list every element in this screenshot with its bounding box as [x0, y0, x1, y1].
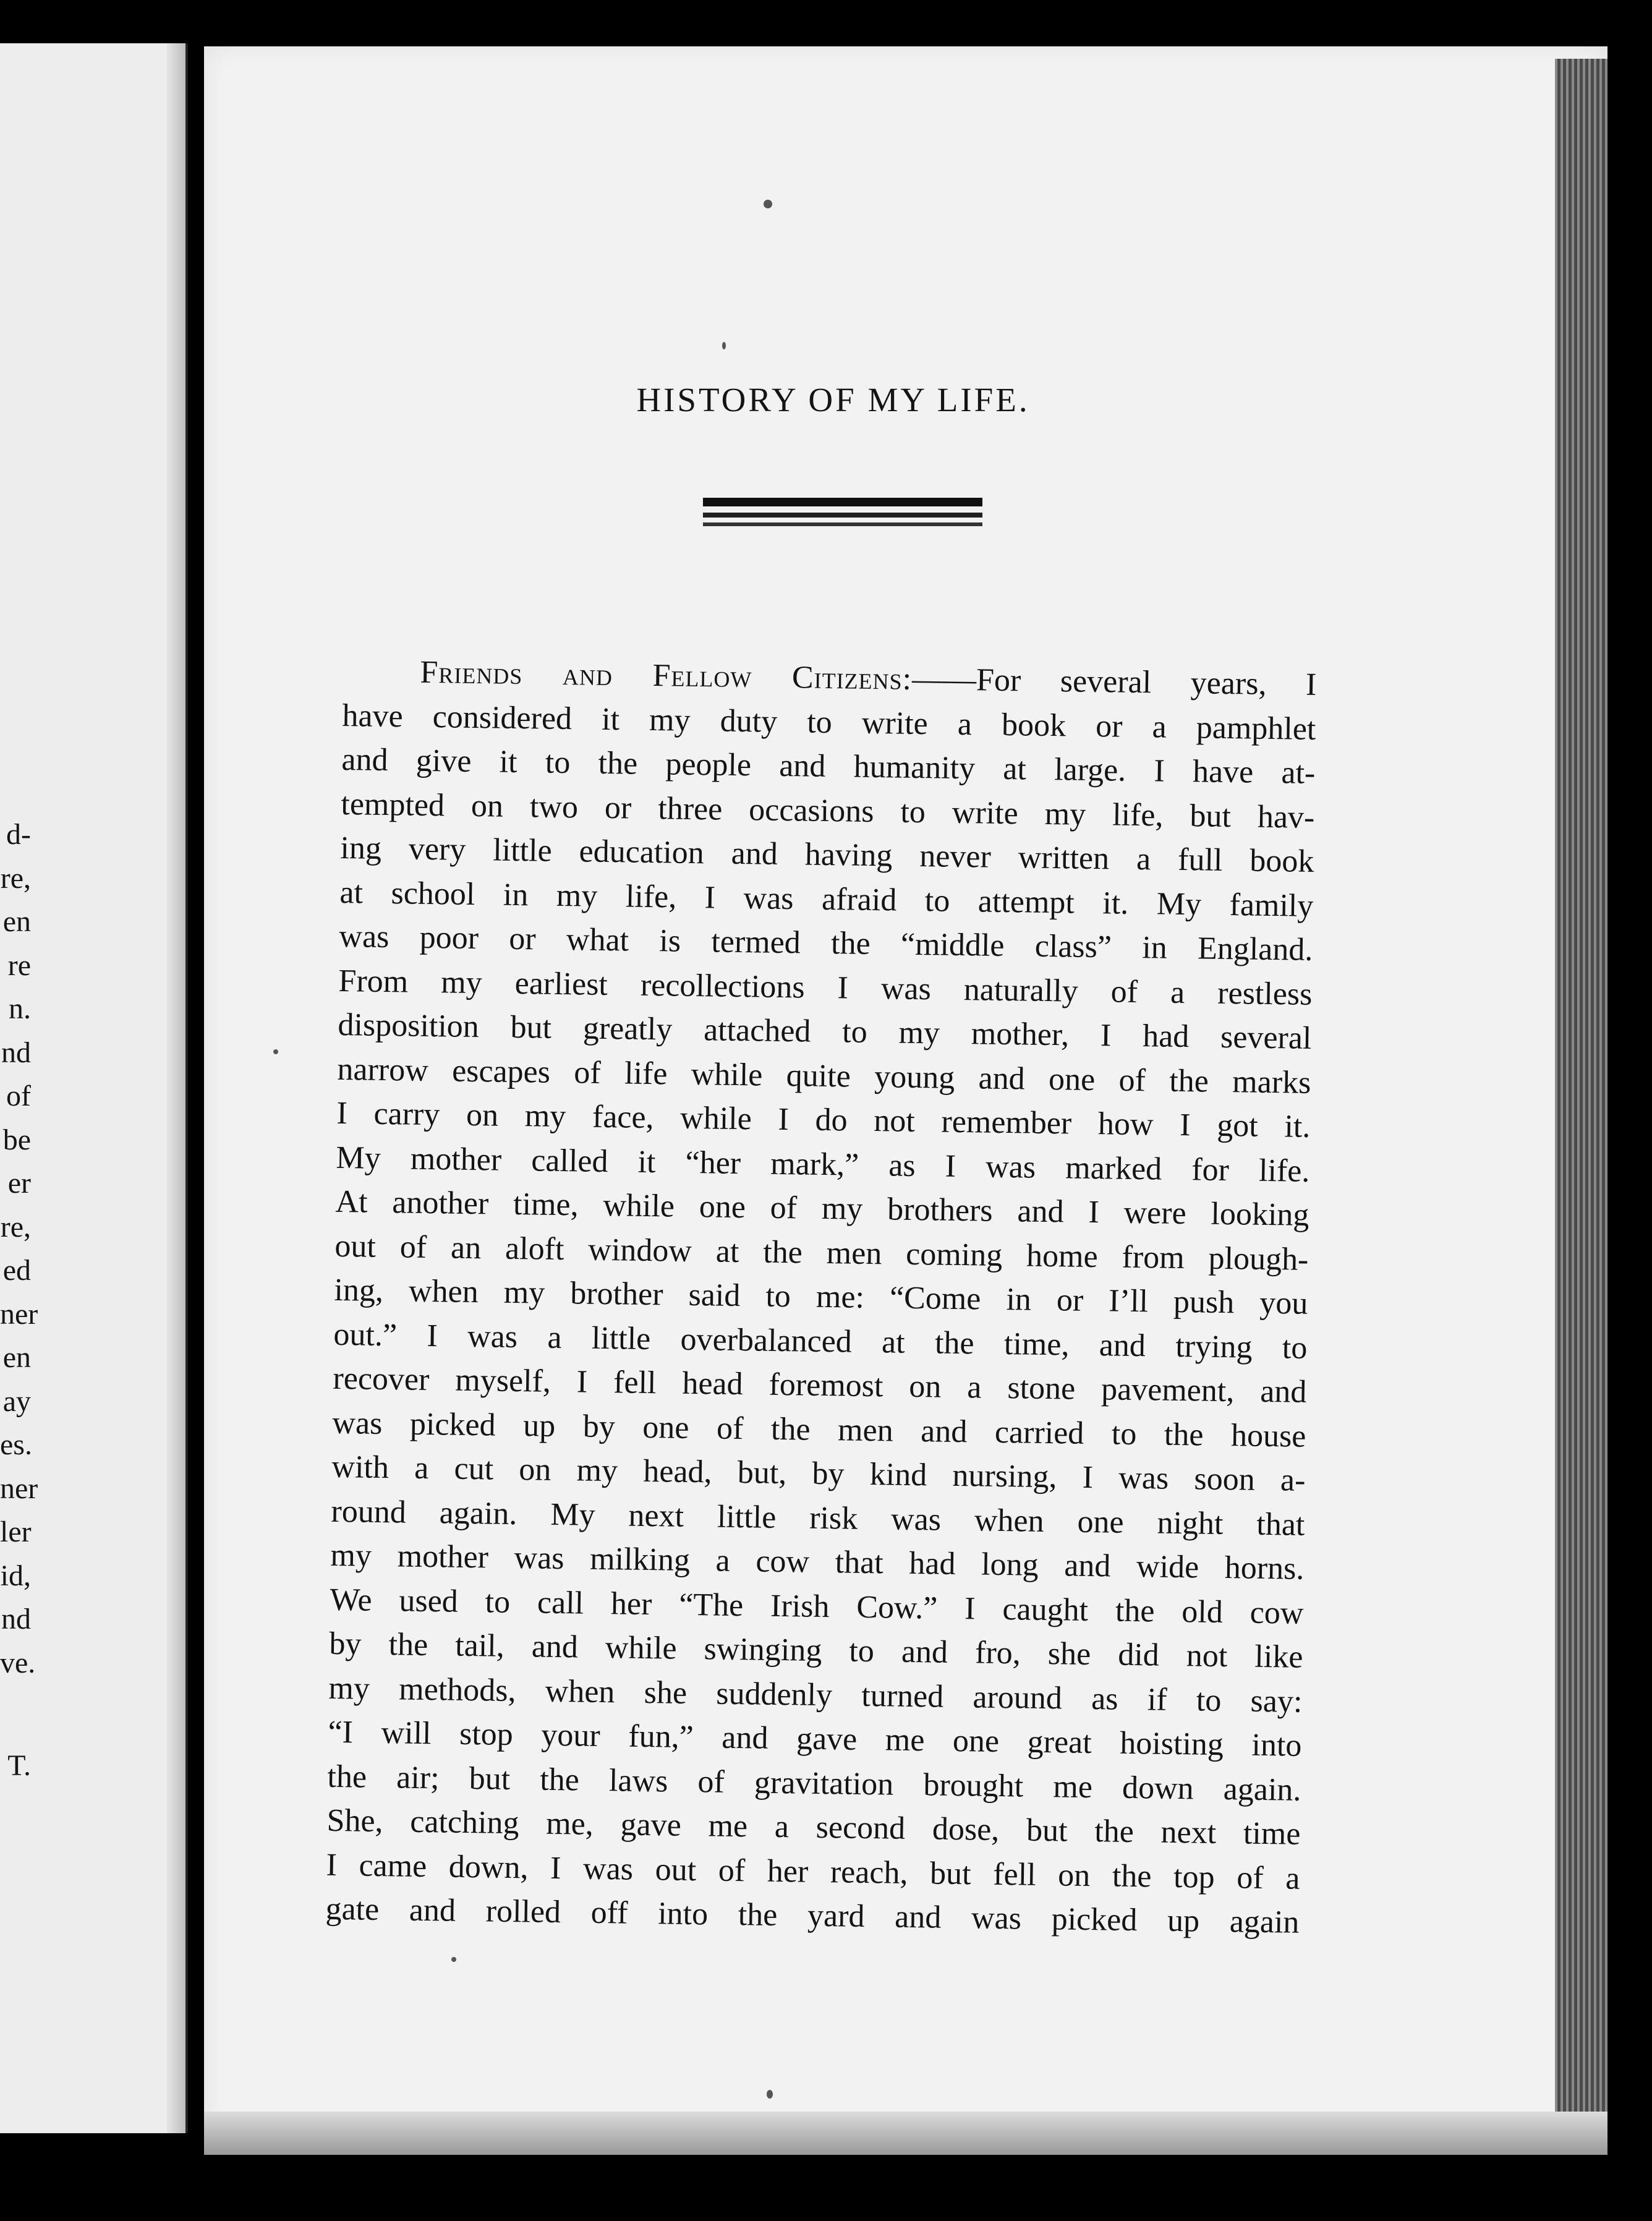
- left-fragment: d-: [6, 818, 31, 851]
- text-line: disposition but greatly attached to my mother, I had several: [338, 1007, 1312, 1056]
- text-line: have considered it my duty to write a book or a pamphlet: [342, 697, 1316, 747]
- left-fragment: nd: [1, 1036, 31, 1069]
- paper-speck: [273, 1049, 278, 1054]
- text-line: was picked up by one of the men and carried to the house: [332, 1405, 1306, 1454]
- paper-speck: [451, 1957, 456, 1962]
- text-line-content: ——For several years, I: [911, 661, 1317, 702]
- left-fragment: id,: [0, 1559, 31, 1592]
- text-line: narrow escapes of life while quite young and one of the marks: [337, 1051, 1311, 1101]
- left-fragment: ve.: [0, 1646, 36, 1679]
- text-line: at school in my life, I was afraid to attempt it. My family: [339, 874, 1314, 924]
- left-fragment: en: [2, 905, 31, 938]
- text-line: and give it to the people and humanity at large. I have at-: [341, 741, 1316, 791]
- page-block-edge: [1555, 59, 1607, 2136]
- text-line: She, catching me, gave me a second dose, but the next time: [326, 1802, 1301, 1852]
- page-bottom-edge: [204, 2112, 1607, 2155]
- text-line: by the tail, and while swinging to and fro, she did not like: [329, 1626, 1303, 1675]
- text-line: ing, when my brother said to me: “Come in or I’ll push you: [334, 1272, 1308, 1321]
- rule-middle-line: [703, 513, 982, 518]
- text-line: We used to call her “The Irish Cow.” I caught the old cow: [330, 1582, 1304, 1631]
- text-line: From my earliest recollections I was naturally of a restless: [338, 963, 1313, 1012]
- left-page-partial: [0, 43, 188, 2133]
- paper-speck: [767, 2090, 773, 2099]
- text-line: out.” I was a little overbalanced at the time, and trying to: [333, 1316, 1308, 1366]
- text-line: out of an aloft window at the men coming home from plough-: [334, 1228, 1309, 1277]
- left-fragment: nd: [1, 1603, 31, 1635]
- left-fragment: be: [2, 1123, 31, 1156]
- left-fragment: re,: [0, 861, 31, 895]
- left-fragment: ler: [0, 1515, 32, 1548]
- book-page: [204, 46, 1607, 2155]
- text-line: my methods, when she suddenly turned around as if to say:: [328, 1670, 1303, 1720]
- title-rule-ornament: [703, 498, 982, 529]
- text-line: gate and rolled off into the yard and was picked up again: [325, 1891, 1300, 1940]
- text-line: the air; but the laws of gravitation brought me down again.: [327, 1758, 1301, 1808]
- body-text: [325, 649, 1317, 1945]
- rule-thin-line: [703, 522, 982, 526]
- paper-speck: [764, 200, 772, 208]
- left-fragment: en: [2, 1341, 31, 1374]
- text-line: tempted on two or three occasions to write my life, but hav-: [341, 786, 1315, 835]
- text-line: ing very little education and having never written a full book: [340, 830, 1314, 879]
- paper-speck: [722, 342, 726, 349]
- rule-thick-line: [703, 498, 982, 506]
- salutation: Friends and Fellow Citizens:: [420, 654, 913, 697]
- text-line: recover myself, I fell head foremost on a stone pavement, and: [333, 1360, 1307, 1410]
- left-fragment: ner: [0, 1297, 38, 1331]
- left-fragment: es.: [0, 1428, 32, 1461]
- left-fragment: re: [7, 949, 31, 982]
- left-fragment: re,: [0, 1210, 31, 1243]
- left-fragment: ay: [2, 1384, 31, 1418]
- text-line: my mother was milking a cow that had long and wide horns.: [330, 1537, 1305, 1587]
- left-page-text-fragments: [0, 813, 185, 1788]
- text-line: I came down, I was out of her reach, but fell on the top of a: [326, 1847, 1300, 1896]
- page-title: HISTORY OF MY LIFE.: [636, 381, 1030, 419]
- left-fragment: T.: [7, 1749, 31, 1782]
- left-fragment: n.: [9, 992, 31, 1025]
- left-fragment: er: [7, 1167, 31, 1200]
- text-line: At another time, while one of my brothers and I were looking: [335, 1183, 1309, 1233]
- left-fragment: of: [6, 1080, 31, 1112]
- left-fragment: ner: [0, 1472, 38, 1505]
- text-line: was poor or what is termed the “middle class” in England.: [339, 918, 1313, 968]
- text-line: with a cut on my head, but, by kind nursing, I was soon a-: [331, 1449, 1306, 1498]
- left-fragment: ed: [2, 1254, 31, 1287]
- text-line: round again. My next little risk was when one night that: [331, 1493, 1305, 1543]
- text-line: I carry on my face, while I do not remember how I got it.: [336, 1095, 1311, 1145]
- text-line: “I will stop your fun,” and gave me one great hoisting into: [328, 1714, 1302, 1763]
- text-line: My mother called it “her mark,” as I was marked for life.: [336, 1140, 1310, 1189]
